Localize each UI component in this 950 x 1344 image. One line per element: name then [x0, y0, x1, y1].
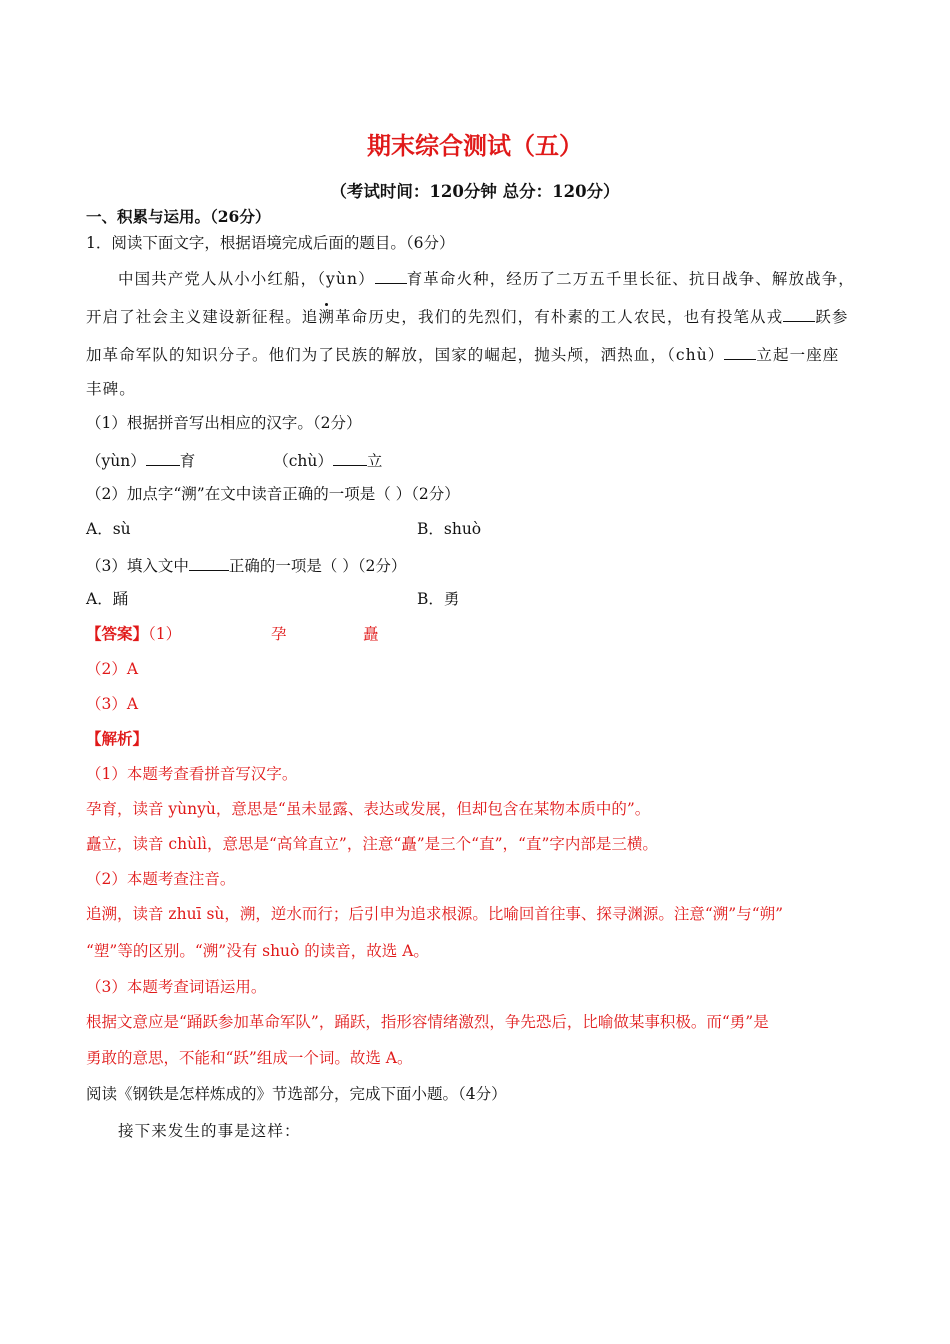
analysis-paragraph: “塑”等的区别。“溯”没有 shuò 的读音，故选 A。	[86, 942, 429, 960]
question-1-stem: 1．阅读下面文字，根据语境完成后面的题目。（6分）	[86, 234, 455, 252]
section-heading: 一、积累与运用。（26分）	[86, 207, 271, 226]
question-2-stem: 阅读《钢铁是怎样炼成的》节选部分，完成下面小题。（4分）	[86, 1085, 507, 1103]
analysis-paragraph: 勇敢的意思，不能和“跃”组成一个词。故选 A。	[86, 1049, 413, 1067]
sub-question-2: （2）加点字“溯”在文中读音正确的一项是（ ）（2分）	[86, 485, 460, 503]
analysis-paragraph: 孕育，读音 yùnyù，意思是“虽未显露、表达或发展，但却包含在某物本质中的”。	[86, 800, 651, 818]
answer-word-1: 孕	[271, 625, 287, 643]
answer-label: 【答案】	[86, 624, 149, 643]
analysis-paragraph: 根据文意应是“踊跃参加革命军队”，踊跃，指形容情绪激烈，争先恐后，比喻做某事积极。而“勇”是	[86, 1013, 769, 1031]
sub-question-1-blanks: （yùn） 育 （chù） 立	[86, 449, 382, 471]
option-b: B．勇	[417, 590, 460, 608]
dotted-character: 溯	[318, 308, 336, 326]
sub-question-1: （1）根据拼音写出相应的汉字。（2分）	[86, 414, 362, 432]
option-a: A．踊	[86, 590, 129, 608]
passage-line-2: 开启了社会主义建设新征程。追溯革命历史，我们的先烈们，有朴素的工人农民，也有投笔从戎 跃参	[86, 305, 848, 327]
passage-line-4: 丰碑。	[86, 380, 136, 398]
blank-3	[724, 343, 756, 360]
blank-1	[375, 267, 407, 284]
analysis-paragraph: 追溯，读音 zhuī sù，溯，逆水而行；后引申为追求根源。比喻回首往事、探寻渊源。注意“溯”与“朔”	[86, 905, 784, 923]
analysis-paragraph: （1）本题考查看拼音写汉字。	[86, 765, 298, 783]
analysis-label: 【解析】	[86, 729, 149, 748]
option-b: B．shuò	[417, 520, 482, 538]
exam-info: （考试时间：120分钟 总分：120分）	[330, 182, 620, 201]
blank-2	[783, 305, 815, 322]
sub-question-3: （3）填入文中 正确的一项是（ ）（2分）	[86, 554, 406, 576]
reading-passage-line: 接下来发生的事是这样：	[118, 1122, 301, 1140]
answer-line-2: （2）A	[86, 660, 139, 678]
analysis-paragraph: 矗立，读音 chùlì，意思是“高耸直立”，注意“矗”是三个“直”，“直”字内部是三横。	[86, 835, 658, 853]
option-a: A．sù	[86, 520, 131, 538]
page-title: 期末综合测试（五）	[367, 131, 583, 160]
answer-line-1: 【答案】（1）	[86, 624, 182, 643]
analysis-paragraph: （3）本题考查词语运用。	[86, 978, 267, 996]
answer-line-3: （3）A	[86, 695, 139, 713]
answer-word-2: 矗	[363, 625, 379, 643]
passage-line-1: 中国共产党人从小小红船，（yùn） 育革命火种，经历了二万五千里长征、抗日战争、解放战争，	[118, 267, 855, 289]
passage-line-3: 加革命军队的知识分子。他们为了民族的解放，国家的崛起，抛头颅，洒热血，（chù） 立起一座座	[86, 343, 839, 365]
analysis-paragraph: （2）本题考查注音。	[86, 870, 236, 888]
